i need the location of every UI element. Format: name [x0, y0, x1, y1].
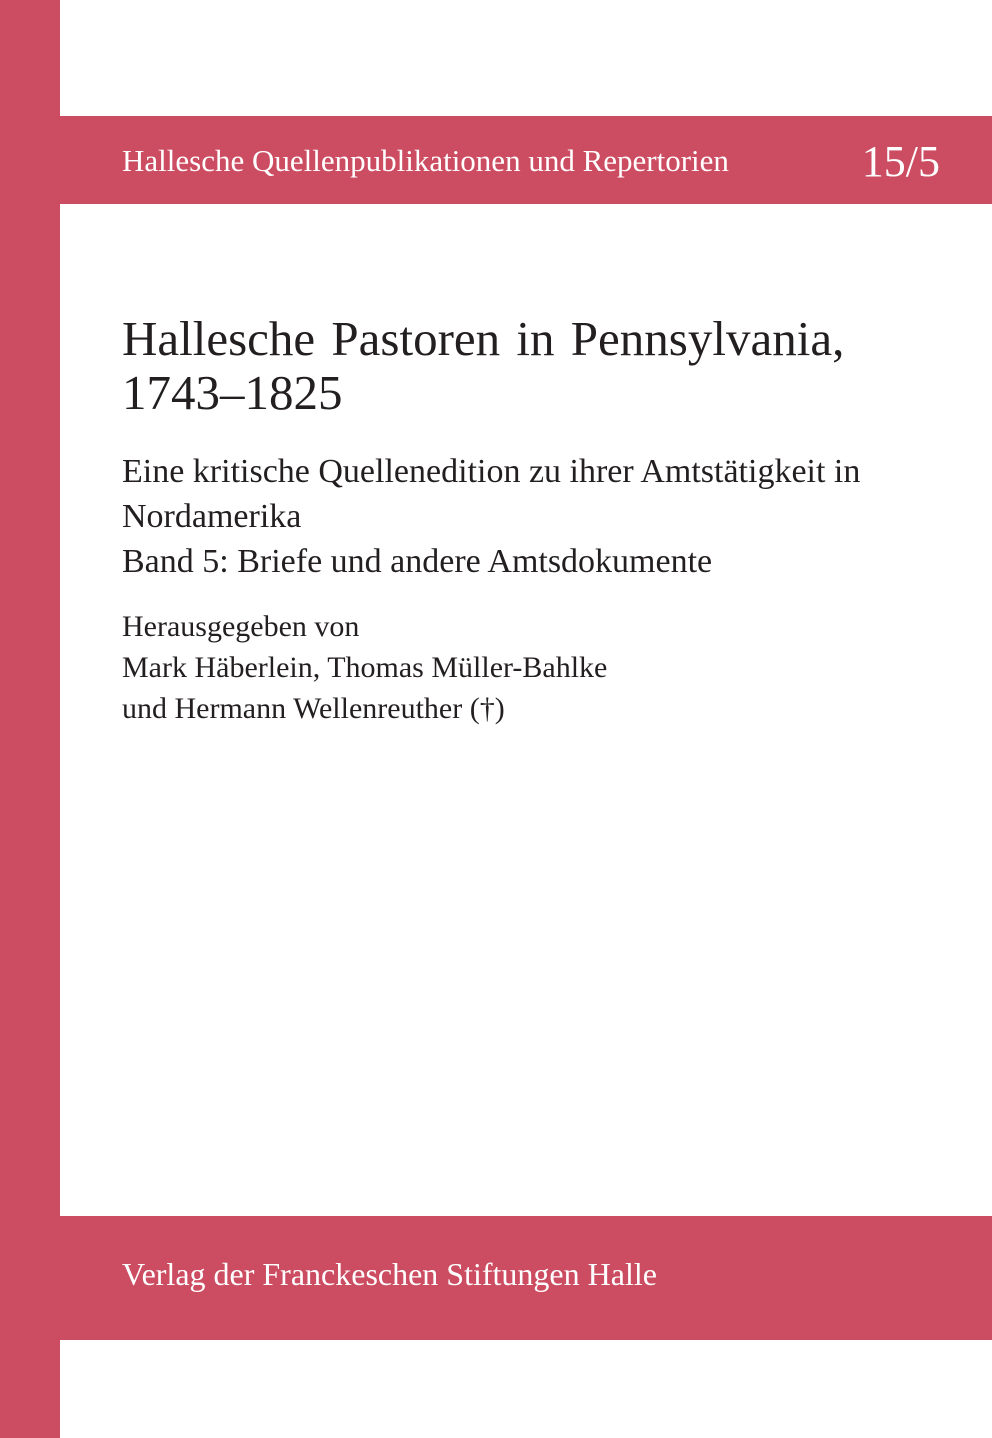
editors-intro: Herausgegeben von: [122, 610, 360, 643]
editors-line-2: und Hermann Wellenreuther (†): [122, 692, 505, 725]
book-title: [122, 312, 952, 420]
book-subtitle: Eine kritische Quellenedition zu ihrer Amtstätigkeit in Nordamerika: [122, 453, 861, 535]
volume-label: Band 5: Briefe und andere Amtsdokumente: [122, 543, 713, 580]
book-title-line-1: Hallesche Pastoren in Pennsylvania,: [122, 311, 845, 366]
editors-block: [122, 606, 952, 729]
publisher-name: Verlag der Franckeschen Stiftungen Halle: [122, 1256, 657, 1292]
editors-line-1: Mark Häberlein, Thomas Müller-Bahlke: [122, 651, 608, 684]
series-number: 15/5: [861, 137, 940, 186]
book-title-line-2: 1743–1825: [122, 365, 343, 420]
series-title: Hallesche Quellenpublikationen und Repertorien: [122, 143, 729, 178]
